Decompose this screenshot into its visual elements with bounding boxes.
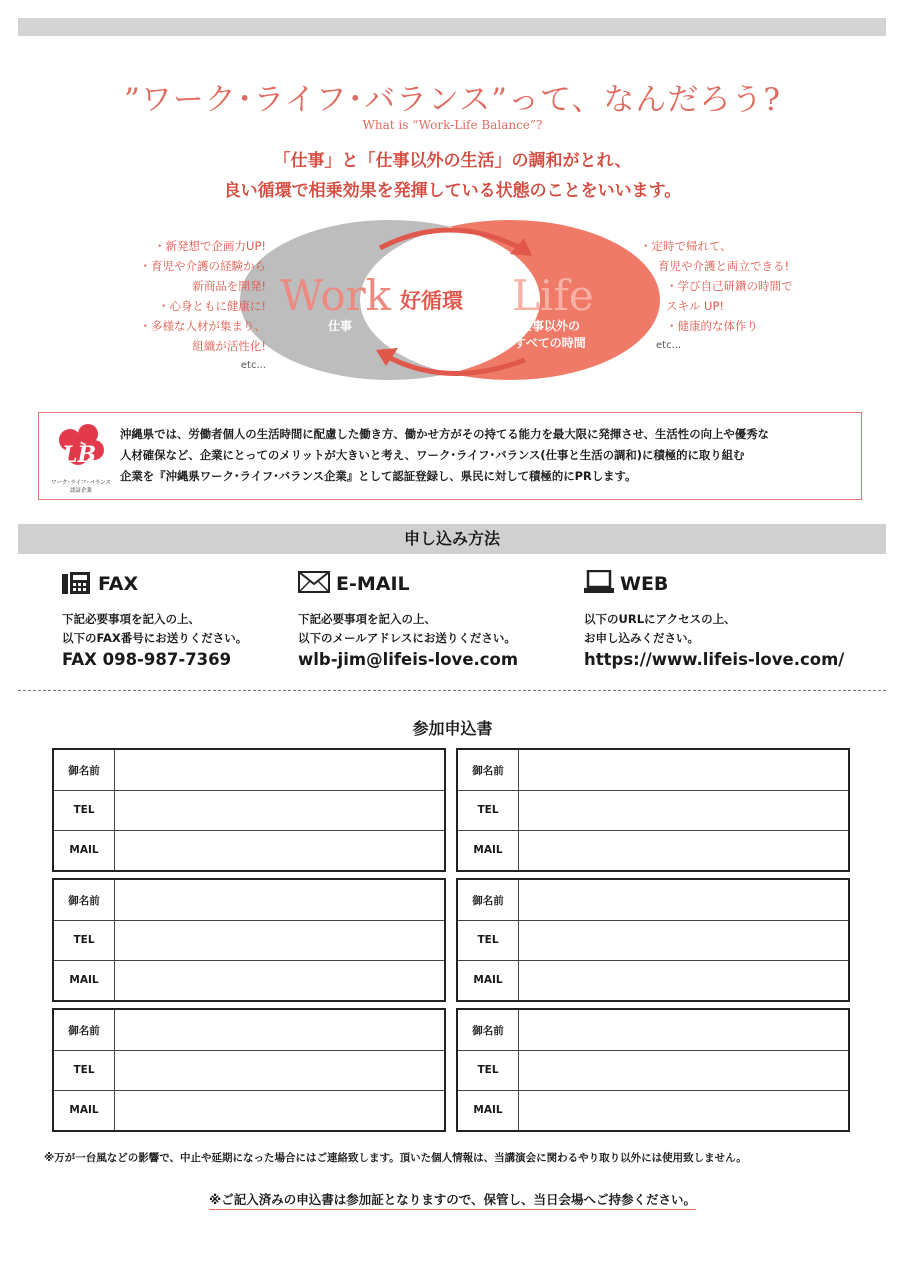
form-row	[458, 750, 848, 790]
list-item: ・育児や介護の経験から	[139, 259, 266, 273]
lead-line-1: 「仕事」と「仕事以外の生活」の調和がとれ、	[273, 151, 632, 171]
web-instruction-2: お申し込みください。	[584, 631, 699, 645]
email-instruction-2: 以下のメールアドレスにお送りください。	[298, 631, 516, 645]
form-field-label: MAIL	[458, 960, 519, 1000]
form-field-label: TEL	[458, 1050, 519, 1090]
tel-field[interactable]	[115, 790, 444, 830]
form-row	[54, 790, 444, 830]
application-form-entry	[456, 1008, 850, 1132]
bottom-notice-text: ※ご記入済みの申込書は参加証となりますので、保管し、当日会場へご持参ください。	[209, 1192, 696, 1210]
life-label: Life	[512, 271, 594, 320]
tel-field[interactable]	[519, 920, 848, 960]
form-row	[54, 880, 444, 920]
form-row	[54, 960, 444, 1000]
list-item: ・心身ともに健康に!	[157, 299, 266, 313]
form-field-label: MAIL	[54, 1090, 115, 1130]
form-row	[458, 830, 848, 870]
mail-field[interactable]	[519, 1090, 848, 1130]
fax-number: FAX 098-987-7369	[62, 650, 232, 669]
fax-method	[62, 570, 332, 669]
form-row	[54, 1090, 444, 1130]
notice-text: ※万が一台風などの影響で、中止や延期になった場合にはご連絡致します。頂いた個人情報は、当講演会に関わるやり取り以外には使用致しません。	[44, 1152, 747, 1164]
work-label: Work	[280, 271, 392, 320]
life-sub-label-2: すべての時間	[514, 336, 586, 350]
application-form-entry	[456, 748, 850, 872]
list-item: 組織が活性化!	[192, 339, 266, 353]
form-row	[54, 750, 444, 790]
row-divider	[54, 830, 444, 831]
info-line: 沖縄県では、労働者個人の生活時間に配慮した働き方、働かせ方がその持てる能力を最大限に発揮させ、生活性の向上や優秀な	[120, 427, 769, 441]
form-field-label: 御名前	[54, 750, 115, 790]
form-field-label: 御名前	[458, 880, 519, 920]
form-row	[458, 1090, 848, 1130]
name-field[interactable]	[115, 880, 444, 920]
form-title: 参加申込書	[412, 719, 493, 738]
mail-field[interactable]	[519, 830, 848, 870]
row-divider	[54, 920, 444, 921]
form-row	[458, 880, 848, 920]
svg-text:LB: LB	[62, 442, 97, 468]
application-form-entry	[52, 878, 446, 1002]
form-row	[54, 1010, 444, 1050]
name-field[interactable]	[519, 1010, 848, 1050]
list-item: etc...	[656, 340, 682, 351]
form-field-label: TEL	[54, 1050, 115, 1090]
web-url[interactable]: https://www.lifeis-love.com/	[584, 650, 845, 669]
mail-field[interactable]	[115, 1090, 444, 1130]
row-divider	[458, 830, 848, 831]
form-field-label: TEL	[458, 920, 519, 960]
mail-field[interactable]	[115, 830, 444, 870]
envelope-icon	[298, 571, 330, 598]
tel-field[interactable]	[115, 1050, 444, 1090]
list-item: 新商品を開発!	[192, 279, 266, 293]
center-label: 好循環	[400, 289, 463, 313]
name-field[interactable]	[519, 880, 848, 920]
work-sub-label: 仕事	[328, 319, 353, 333]
name-field[interactable]	[115, 750, 444, 790]
web-instruction-1: 以下のURLにアクセスの上、	[584, 612, 736, 626]
row-divider	[458, 960, 848, 961]
list-item: ・多様な人材が集まり、	[139, 319, 266, 333]
name-field[interactable]	[519, 750, 848, 790]
info-line: 企業を『沖縄県ワーク･ライフ･バランス企業』として認証登録し、県民に対して積極的にPRします。	[120, 469, 637, 483]
list-item: スキル UP!	[666, 299, 725, 313]
page-subtitle: What is “Work-Life Balance”?	[362, 118, 543, 132]
form-field-label: 御名前	[458, 750, 519, 790]
fax-instruction-2: 以下のFAX番号にお送りください。	[62, 631, 248, 645]
form-row	[458, 960, 848, 1000]
logo-caption-1: ワーク･ライフ･バランス	[50, 480, 111, 486]
form-field-label: 御名前	[54, 880, 115, 920]
email-label: E-MAIL	[336, 573, 410, 595]
laptop-icon	[584, 570, 614, 599]
application-form-entry	[52, 748, 446, 872]
form-row	[458, 1010, 848, 1050]
form-row	[458, 1050, 848, 1090]
row-divider	[54, 960, 444, 961]
name-field[interactable]	[115, 1010, 444, 1050]
top-decorative-bar	[18, 18, 886, 36]
form-row	[54, 830, 444, 870]
row-divider	[458, 920, 848, 921]
form-field-label: 御名前	[458, 1010, 519, 1050]
page-title: ”ワーク･ライフ･バランス”って、なんだろう?	[124, 82, 781, 118]
web-method	[584, 570, 854, 669]
form-field-label: MAIL	[54, 830, 115, 870]
application-form-entry	[52, 1008, 446, 1132]
info-text	[120, 424, 854, 487]
lead-line-2: 良い循環で相乗効果を発揮している状態のことをいいます。	[223, 181, 682, 201]
list-item: etc...	[240, 360, 266, 371]
form-field-label: MAIL	[458, 1090, 519, 1130]
email-address[interactable]: wlb-jim@lifeis-love.com	[298, 650, 519, 669]
fax-icon	[62, 570, 92, 599]
form-row	[54, 1050, 444, 1090]
form-field-label: MAIL	[54, 960, 115, 1000]
mail-field[interactable]	[115, 960, 444, 1000]
cut-line-divider	[18, 690, 886, 691]
info-line: 人材確保など、企業にとってのメリットが大きいと考え、ワーク･ライフ･バランス(仕事と生活の調和)に積極的に取り組む	[120, 448, 745, 462]
bottom-notice	[0, 1190, 905, 1208]
list-item: ・定時で帰れて、	[640, 239, 732, 253]
form-row	[458, 790, 848, 830]
tel-field[interactable]	[519, 1050, 848, 1090]
mail-field[interactable]	[519, 960, 848, 1000]
form-field-label: MAIL	[458, 830, 519, 870]
email-instruction-1: 下記必要事項を記入の上、	[298, 612, 436, 626]
form-row	[458, 920, 848, 960]
row-divider	[458, 790, 848, 791]
row-divider	[54, 790, 444, 791]
apply-section-title: 申し込み方法	[18, 524, 886, 554]
application-form-entry	[456, 878, 850, 1002]
fax-label: FAX	[98, 573, 139, 595]
wlb-logo	[48, 420, 114, 492]
tel-field[interactable]	[115, 920, 444, 960]
work-life-venn-diagram	[240, 220, 660, 390]
life-sub-label-1: 仕事以外の	[520, 319, 581, 333]
list-item: 育児や介護と両立できる!	[658, 259, 790, 273]
tel-field[interactable]	[519, 790, 848, 830]
list-item: ・健康的な体作り	[666, 319, 758, 333]
list-item: ・学び自己研鑽の時間で	[666, 279, 793, 293]
row-divider	[54, 1050, 444, 1051]
life-benefits-list	[640, 236, 840, 356]
row-divider	[54, 1090, 444, 1091]
form-field-label: 御名前	[54, 1010, 115, 1050]
form-field-label: TEL	[54, 920, 115, 960]
fax-instruction-1: 下記必要事項を記入の上、	[62, 612, 200, 626]
web-label: WEB	[620, 573, 669, 595]
list-item: ・新発想で企画力UP!	[154, 239, 266, 253]
email-method	[298, 570, 568, 669]
work-benefits-list	[70, 236, 266, 376]
row-divider	[458, 1050, 848, 1051]
logo-caption-2: 認証企業	[69, 488, 92, 494]
form-field-label: TEL	[458, 790, 519, 830]
row-divider	[458, 1090, 848, 1091]
form-row	[54, 920, 444, 960]
form-field-label: TEL	[54, 790, 115, 830]
